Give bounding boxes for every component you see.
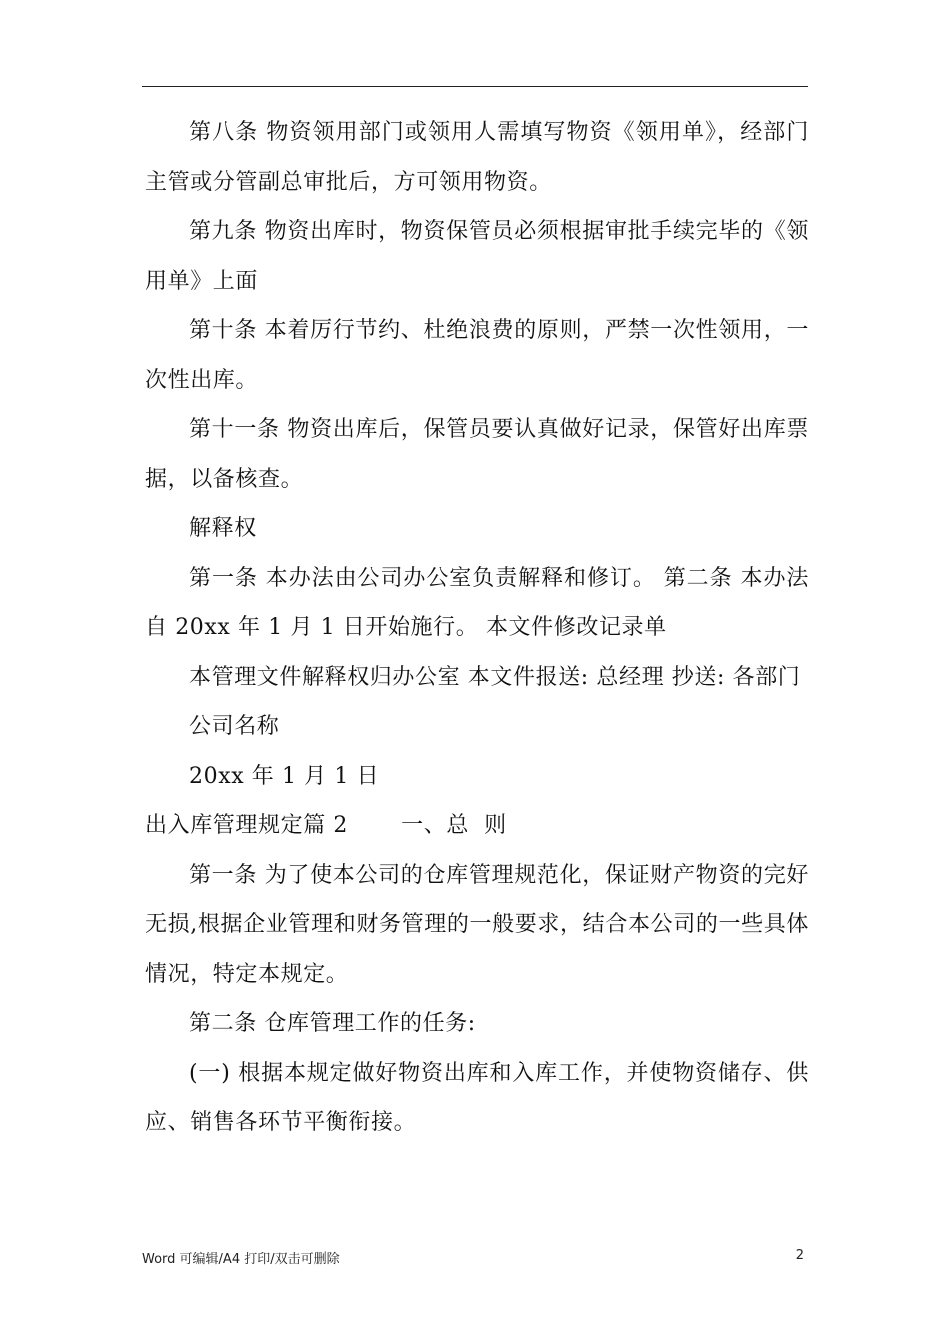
article-10: 第十条 本着厉行节约、杜绝浪费的原则，严禁一次性领用，一次性出库。 (145, 318, 809, 393)
section-interpretation: 解释权 (189, 516, 257, 541)
article-8: 第八条 物资领用部门或领用人需填写物资《领用单》，经部门主管或分管副总审批后，方可领用物资。 (145, 120, 809, 195)
company-name: 公司名称 (189, 714, 280, 739)
article-9: 第九条 物资出库时，物资保管员必须根据审批手续完毕的《领用单》上面 (145, 219, 809, 294)
header-rule (142, 86, 808, 87)
document-date: 20xx 年 1 月 1 日 (189, 763, 380, 789)
article-11: 第十一条 物资出库后，保管员要认真做好记录，保管好出库票据，以备核查。 (145, 417, 809, 492)
section-heading: 出入库管理规定篇 2 一、总 则 (145, 813, 507, 838)
document-body (145, 108, 809, 1148)
page-number: 2 (795, 1248, 804, 1263)
distribution-note: 本管理文件解释权归办公室 本文件报送: 总经理 抄送: 各部门 (189, 664, 801, 690)
footer-note: Word 可编辑/A4 打印/双击可删除 (142, 1252, 340, 1267)
interpretation-articles: 第一条 本办法由公司办公室负责解释和修订。 第二条 本办法自 20xx 年 1 月 1 日开始施行。 本文件修改记录单 (145, 565, 809, 640)
task-item-1: (一) 根据本规定做好物资出库和入库工作，并使物资储存、供应、销售各环节平衡衔接。 (145, 1060, 809, 1135)
article-1: 第一条 为了使本公司的仓库管理规范化，保证财产物资的完好无损,根据企业管理和财务管理的一般要求，结合本公司的一些具体情况，特定本规定。 (145, 862, 809, 987)
article-2: 第二条 仓库管理工作的任务: (189, 1011, 476, 1036)
